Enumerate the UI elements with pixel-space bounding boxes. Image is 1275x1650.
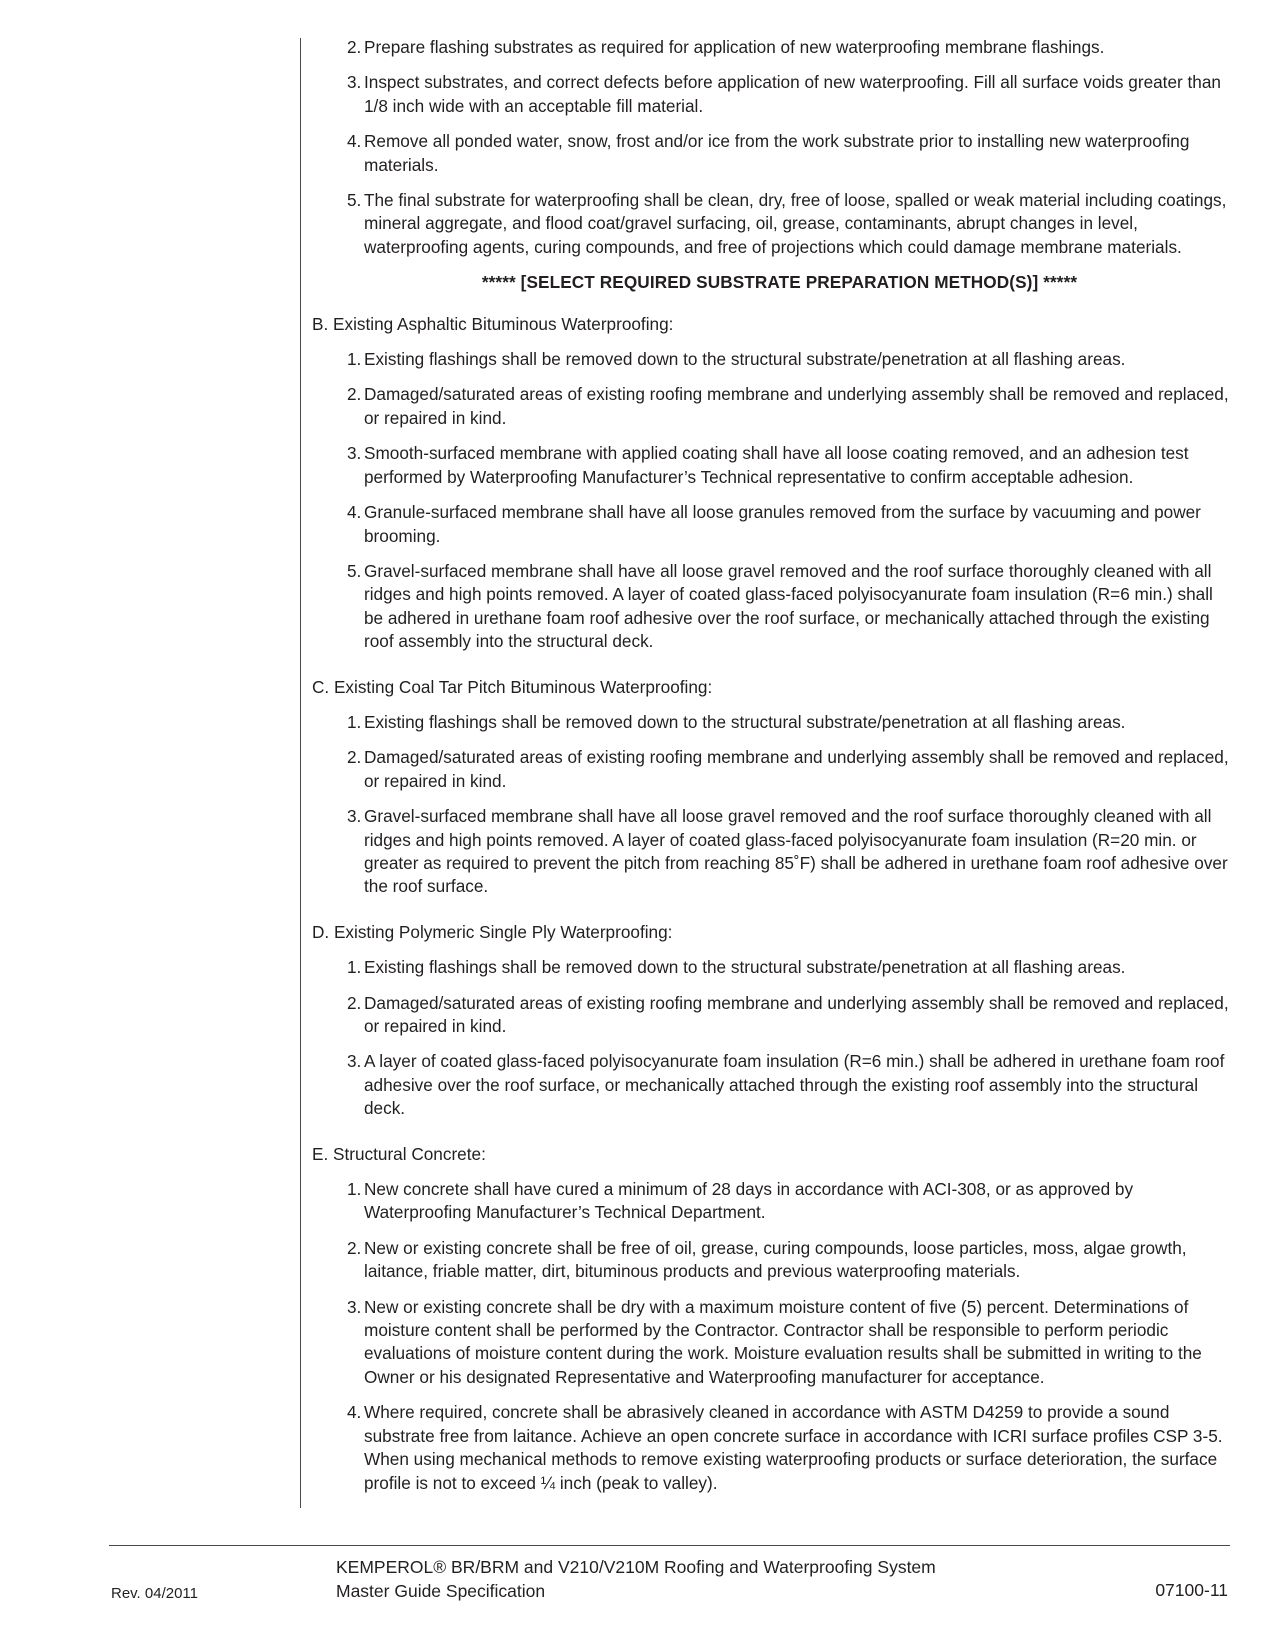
- item-text: Existing flashings shall be removed down to the structural substrate/penetration at all flashing areas.: [364, 711, 1126, 732]
- item-text: Prepare flashing substrates as required for application of new waterproofing membrane flashings.: [364, 37, 1105, 57]
- item-number: 1.: [347, 1179, 362, 1200]
- item-number: 4.: [347, 1402, 362, 1423]
- list-item: [327, 1178, 1232, 1225]
- section-heading: D. Existing Polymeric Single Ply Waterproofing:: [312, 921, 673, 942]
- selection-banner: ***** [SELECT REQUIRED SUBSTRATE PREPARATION METHOD(S)] *****: [481, 272, 1078, 293]
- list-item: [327, 805, 1232, 899]
- item-number: 4.: [347, 502, 362, 523]
- list-item: [327, 1296, 1232, 1390]
- list-item: [327, 1237, 1232, 1284]
- item-text: The final substrate for waterproofing shall be clean, dry, free of loose, spalled or weak material including coatings, mineral aggregate, and flood coat/gravel surfacing, oil, grease, contaminants, abrupt changes in level, waterproofing agents, curing compounds, and free of projections which could damage membrane materials.: [364, 190, 1227, 257]
- item-text: Damaged/saturated areas of existing roofing membrane and underlying assembly shall be removed and replaced, or repaired in kind.: [364, 747, 1229, 791]
- item-text: Existing flashings shall be removed down to the structural substrate/penetration at all flashing areas.: [364, 349, 1126, 370]
- intro-list: [327, 36, 1232, 259]
- item-number: 2.: [347, 1237, 362, 1258]
- list-item: [327, 348, 1232, 371]
- list-item: [327, 992, 1232, 1039]
- footer-rule: [109, 1545, 1230, 1546]
- list-item: [327, 711, 1232, 734]
- item-number: 2.: [347, 747, 362, 768]
- list-item: [327, 383, 1232, 430]
- item-number: 2.: [347, 37, 362, 57]
- item-text: New or existing concrete shall be free of oil, grease, curing compounds, loose particles, moss, algae growth, laitance, friable matter, dirt, bituminous products and previous waterproofing materials.: [364, 1237, 1187, 1282]
- item-number: 2.: [347, 384, 362, 405]
- item-number: 2.: [347, 992, 362, 1013]
- item-number: 3.: [347, 72, 362, 93]
- list-item: [327, 501, 1232, 548]
- list-item: [327, 956, 1232, 979]
- list-item: [327, 130, 1232, 177]
- list-item: [327, 36, 1232, 59]
- item-number: 3.: [347, 1051, 362, 1072]
- item-number: 4.: [347, 131, 362, 152]
- section-heading: B. Existing Asphaltic Bituminous Waterproofing:: [312, 313, 674, 334]
- item-text: Remove all ponded water, snow, frost and/or ice from the work substrate prior to installing new waterproofing materials.: [364, 131, 1190, 175]
- item-number: 3.: [347, 806, 362, 827]
- item-text: New or existing concrete shall be dry with a maximum moisture content of five (5) percent. Determinations of moisture content shall be performed by the Contractor. Contractor shall be responsible to perform periodic evaluations of moisture content during the work. Moisture evaluation results shall be submitted in writing to the Owner or his designated Representative and Waterproofing manufacturer for acceptance.: [364, 1296, 1202, 1387]
- item-text: Damaged/saturated areas of existing roofing membrane and underlying assembly shall be removed and replaced, or repaired in kind.: [364, 384, 1229, 428]
- list-item: [327, 560, 1232, 654]
- left-margin-rule: [300, 38, 301, 1508]
- section-b: [312, 313, 1232, 654]
- list-item: [327, 71, 1232, 118]
- list-item: [327, 1401, 1232, 1495]
- document-title-line1: KEMPEROL® BR/BRM and V210/V210M Roofing and Waterproofing System: [336, 1557, 936, 1577]
- item-text: A layer of coated glass-faced polyisocyanurate foam insulation (R=6 min.) shall be adhered in urethane foam roof adhesive over the roof surface, or mechanically attached through the existing roof assembly into the structural deck.: [364, 1051, 1225, 1119]
- item-text: Gravel-surfaced membrane shall have all loose gravel removed and the roof surface thoroughly cleaned with all ridges and high points removed. A layer of coated glass-faced polyisocyanurate foam insulation (R=20 min. or greater as required to prevent the pitch from reaching 85˚F) shall be adhered in urethane foam roof adhesive over the roof surface.: [364, 806, 1228, 897]
- item-text: Existing flashings shall be removed down to the structural substrate/penetration at all flashing areas.: [364, 957, 1126, 978]
- item-number: 3.: [347, 443, 362, 464]
- item-number: 5.: [347, 560, 362, 581]
- item-text: Inspect substrates, and correct defects before application of new waterproofing. Fill all surface voids greater than 1/8 inch wide with an acceptable fill material.: [364, 72, 1221, 116]
- section-e: [312, 1143, 1232, 1495]
- list-item: [327, 442, 1232, 489]
- item-text: Damaged/saturated areas of existing roofing membrane and underlying assembly shall be removed and replaced, or repaired in kind.: [364, 992, 1229, 1036]
- item-text: Smooth-surfaced membrane with applied coating shall have all loose coating removed, and an adhesion test performed by Waterproofing Manufacturer’s Technical representative to confirm acceptable adhesion.: [364, 443, 1189, 487]
- spec-body: [312, 36, 1232, 1507]
- list-item: [327, 1050, 1232, 1120]
- section-heading: E. Structural Concrete:: [312, 1143, 486, 1164]
- item-number: 1.: [347, 957, 362, 978]
- revision-date: Rev. 04/2011: [111, 1585, 199, 1602]
- item-number: 5.: [347, 190, 362, 211]
- list-item: [327, 746, 1232, 793]
- list-item: [327, 189, 1232, 259]
- item-number: 1.: [347, 349, 362, 370]
- item-text: Gravel-surfaced membrane shall have all loose gravel removed and the roof surface thoroughly cleaned with all ridges and high points removed. A layer of coated glass-faced polyisocyanurate foam insulation (R=6 min.) shall be adhered in urethane foam roof adhesive over the roof surface, or mechanically attached through the existing roof assembly into the structural deck.: [364, 560, 1213, 652]
- page-number: 07100-11: [1155, 1580, 1228, 1600]
- document-title-line2: Master Guide Specification: [336, 1580, 546, 1601]
- section-heading: C. Existing Coal Tar Pitch Bituminous Waterproofing:: [312, 676, 713, 697]
- section-c: [312, 676, 1232, 899]
- item-text: Granule-surfaced membrane shall have all loose granules removed from the surface by vacuuming and power brooming.: [364, 502, 1201, 546]
- document-title: [336, 1556, 936, 1603]
- item-text: Where required, concrete shall be abrasively cleaned in accordance with ASTM D4259 to provide a sound substrate free from laitance. Achieve an open concrete surface in accordance with ICRI surface profiles CSP 3-5. When using mechanical methods to remove existing waterproofing products or surface deterioration, the surface profile is not to exceed ¼ inch (peak to valley).: [364, 1402, 1223, 1493]
- item-number: 1.: [347, 711, 362, 732]
- section-d: [312, 921, 1232, 1121]
- item-text: New concrete shall have cured a minimum of 28 days in accordance with ACI-308, or as approved by Waterproofing Manufacturer’s Technical Department.: [364, 1179, 1134, 1223]
- item-number: 3.: [347, 1296, 362, 1317]
